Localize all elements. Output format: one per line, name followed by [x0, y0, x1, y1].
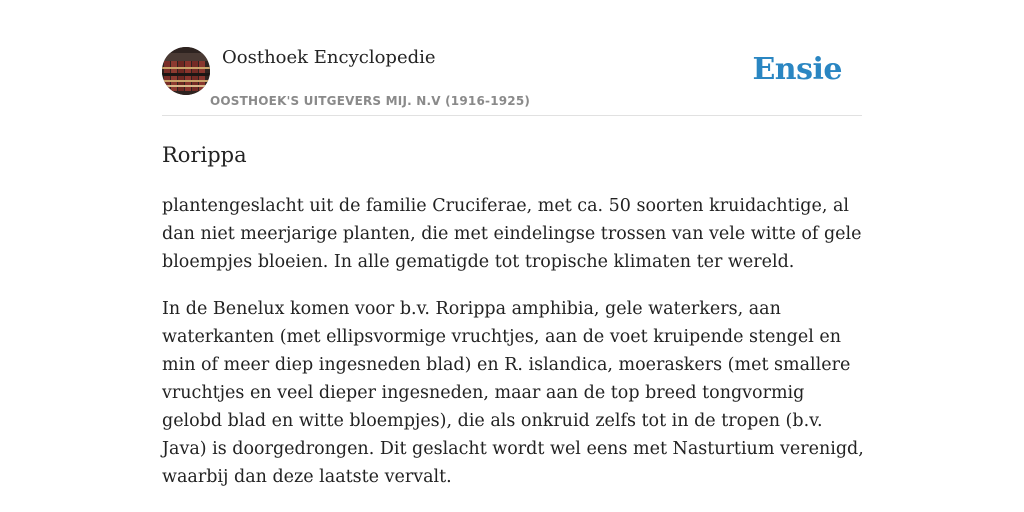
publisher-label: OOSTHOEK'S UITGEVERS MIJ. N.V (1916-1925): [210, 94, 531, 108]
encyclopedia-books-icon: [162, 47, 210, 95]
article-body: [162, 192, 867, 510]
article-title: Rorippa: [162, 143, 247, 167]
source-avatar[interactable]: [162, 47, 210, 95]
article-paragraph: In de Benelux komen voor b.v. Rorippa amphibia, gele waterkers, aan waterkanten (met ellipsvormige vruchtjes, aan de voet kruipende stengel en min of meer diep ingesneden blad) en R. islandica, moeraskers (met smallere vruchtjes en veel dieper ingesneden, maar aan de top breed tongvormig gelobd blad en witte bloempjes), die als onkruid zelfs tot in de tropen (b.v. Java) is doorgedrongen. Dit geslacht wordt wel eens met Nasturtium verenigd, waarbij dan deze laatste vervalt.: [162, 299, 864, 487]
brand-logo[interactable]: Ensie: [752, 52, 842, 87]
article-paragraph: plantengeslacht uit de familie Cruciferae, met ca. 50 soorten kruidachtige, al dan niet meerjarige planten, die met eindelingse trossen van vele witte of gele bloempjes bloeien. In alle gematigde tot tropische klimaten ter wereld.: [162, 196, 862, 272]
source-name[interactable]: Oosthoek Encyclopedie: [222, 47, 436, 68]
header: [162, 46, 862, 116]
